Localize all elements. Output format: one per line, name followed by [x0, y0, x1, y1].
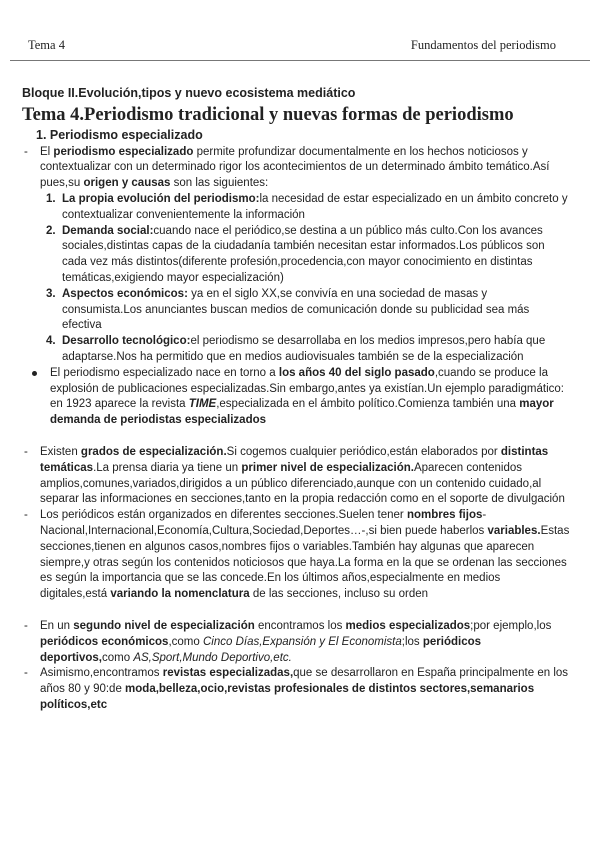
paragraph-revistas: - Asimismo,encontramos revistas especializadas,que se desarrollaron en España principalmente en los años 80 y 90:de moda,belleza,ocio,revistas profesionales de distintos sectores,semanarios políticos,etc [24, 667, 569, 711]
dash-marker: - [24, 509, 28, 522]
header-divider [10, 60, 590, 61]
dash-marker: - [24, 145, 28, 158]
section-title: 1. Periodismo especializado [36, 127, 203, 142]
cause-item: 1. La propia evolución del periodismo:la necesidad de estar especializado en un ámbito concreto y contextualizar convenientemente la información [46, 192, 568, 221]
paragraph-segundo-nivel: - En un segundo nivel de especialización encontramos los medios especializados;por ejemplo,los periódicos económicos,como Cinco Días,Expansión y El Economista;los periódicos deportivos,como AS,Sport,Mundo Deportivo,etc. [24, 619, 552, 664]
page-header [28, 38, 556, 53]
block-title: Bloque II.Evolución,tipos y nuevo ecosistema mediático [22, 86, 356, 100]
header-left: Tema 4 [28, 38, 65, 52]
dash-marker: - [24, 619, 28, 632]
paragraph-secciones: - Los periódicos están organizados en diferentes secciones.Suelen tener nombres fijos-Nacional,Internacional,Economía,Cultura,Sociedad,Deportes…-,si bien puede haberlos variables.Estas secciones,tienen en algunos casos,nombres fijos o variables.También hay algunas que aparecen siempre,y otras según los contenidos noticiosos que haya.La forma en la que se ordenan las secciones es según la importancia que se las concede.En los últimos años,especialmente en medios digitales,está variando la nomenclatura de las secciones, incluso su orden [24, 509, 570, 601]
cause-item: 3. Aspectos económicos: ya en el siglo XX,se convivía en una sociedad de masas y consumista.Los anunciantes buscan medios de comunicación donde su publicidad sea más efectiva [46, 287, 530, 332]
cause-item: 4. Desarrollo tecnológico:el periodismo se desarrollaba en los medios impresos,pero había que adaptarse.Nos ha permitido que en medios audiovisuales también se de la especialización [46, 335, 546, 363]
document-body [22, 86, 570, 714]
tema-title: Tema 4.Periodismo tradicional y nuevas formas de periodismo [22, 104, 514, 125]
dash-marker: - [24, 445, 28, 458]
paragraph-intro: - El periodismo especializado permite profundizar documentalmente en los hechos noticiosos y contextualizar con un determinado rigor los acontecimientos de un determinado ámbito temático.Así pues,su origen y causas son las siguientes: [24, 145, 550, 190]
bullet-dot [32, 371, 37, 376]
cause-item: 2. Demanda social:cuando nace el periódico,se destina a un público más culto.Con los avances sociales,distintas capas de la ciudadanía también necesitan estar informados.Los públicos son cada vez más distintos(diferente profesión,procedencia,con mayor conocimiento en distintas temáticas,exigiendo mayor especialización) [46, 224, 545, 284]
header-right: Fundamentos del periodismo [410, 38, 556, 52]
dash-marker: - [24, 667, 28, 680]
bullet-item: El periodismo especializado nace en torno a los años 40 del siglo pasado,cuando se produce la explosión de publicaciones especializadas.Sin embargo,antes ya existían.Un ejemplo paradigmático: en 1923 aparece la revista TIME,especializada en el ámbito político.Comienza también una mayor demanda de periodistas especializados [22, 366, 570, 429]
paragraph-grados: - Existen grados de especialización.Si cogemos cualquier periódico,están elaborados por distintas temáticas.La prensa diaria ya tiene un primer nivel de especialización.Aparecen contenidos amplios,comunes,variados,dirigidos a un público diferenciado,aunque con un contenido cuidado,al separar las informaciones en secciones,tanto en la propia redacción como en el soporte de divulgación [24, 445, 565, 506]
